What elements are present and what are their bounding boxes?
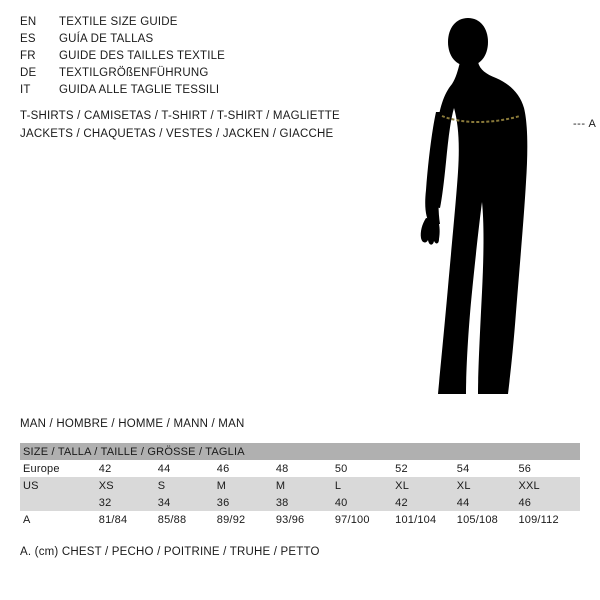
row-label: Europe: [20, 460, 99, 477]
table-cell: 38: [276, 494, 335, 511]
language-legend: [20, 16, 400, 101]
table-cell: 46: [518, 494, 580, 511]
table-cell: M: [276, 477, 335, 494]
legend-text: TEXTILE SIZE GUIDE: [59, 16, 178, 28]
table-header-label: SIZE / TALLA / TAILLE / GRÖSSE / TAGLIA: [20, 443, 580, 460]
table-cell: 54: [457, 460, 519, 477]
table-cell: 109/112: [518, 511, 580, 528]
legend-text: TEXTILGRÖßENFÜHRUNG: [59, 67, 209, 79]
table-cell: 52: [395, 460, 457, 477]
legend-row: [20, 33, 400, 50]
footnote-chest-measure: A. (cm) CHEST / PECHO / POITRINE / TRUHE / PETTO: [20, 546, 320, 558]
table-cell: 81/84: [99, 511, 158, 528]
table-cell: 56: [518, 460, 580, 477]
table-cell: 40: [335, 494, 395, 511]
table-cell: 50: [335, 460, 395, 477]
table-cell: 48: [276, 460, 335, 477]
row-label: A: [20, 511, 99, 528]
table-cell: M: [217, 477, 276, 494]
table-cell: 85/88: [158, 511, 217, 528]
table-cell: 89/92: [217, 511, 276, 528]
table-cell: 32: [99, 494, 158, 511]
legend-text: GUÍA DE TALLAS: [59, 33, 154, 45]
table-cell: XXL: [518, 477, 580, 494]
legend-code: ES: [20, 33, 36, 45]
garment-type-list: [20, 110, 420, 146]
row-label: US: [20, 477, 99, 494]
table-cell: 42: [99, 460, 158, 477]
legend-code: IT: [20, 84, 31, 96]
legend-text: GUIDE DES TAILLES TEXTILE: [59, 50, 226, 62]
legend-text: GUIDA ALLE TAGLIE TESSILI: [59, 84, 220, 96]
chest-measure-line-icon: [400, 12, 600, 402]
table-row: [20, 477, 580, 494]
legend-row: [20, 67, 400, 84]
legend-row: [20, 16, 400, 33]
table-cell: 44: [158, 460, 217, 477]
table-row: [20, 460, 580, 477]
measure-label-a: --- A: [573, 118, 597, 130]
table-cell: 93/96: [276, 511, 335, 528]
table-cell: 34: [158, 494, 217, 511]
legend-row: [20, 84, 400, 101]
table-cell: 101/104: [395, 511, 457, 528]
table-cell: 46: [217, 460, 276, 477]
row-label: [20, 494, 99, 511]
legend-code: EN: [20, 16, 37, 28]
table-cell: XS: [99, 477, 158, 494]
table-title-man: MAN / HOMBRE / HOMME / MANN / MAN: [20, 418, 245, 430]
legend-code: FR: [20, 50, 36, 62]
table-row: [20, 511, 580, 528]
table-cell: 97/100: [335, 511, 395, 528]
legend-row: [20, 50, 400, 67]
male-figure-illustration: [400, 12, 600, 402]
table-cell: L: [335, 477, 395, 494]
legend-code: DE: [20, 67, 37, 79]
table-cell: 42: [395, 494, 457, 511]
table-row: [20, 494, 580, 511]
table-cell: 36: [217, 494, 276, 511]
table-cell: 105/108: [457, 511, 519, 528]
garment-line-jackets: JACKETS / CHAQUETAS / VESTES / JACKEN / GIACCHE: [20, 128, 334, 140]
garment-line-tshirts: T-SHIRTS / CAMISETAS / T-SHIRT / T-SHIRT / MAGLIETTE: [20, 110, 340, 122]
size-table: [20, 443, 580, 528]
table-header-row: [20, 443, 580, 460]
table-cell: XL: [457, 477, 519, 494]
table-cell: 44: [457, 494, 519, 511]
table-cell: S: [158, 477, 217, 494]
table-cell: XL: [395, 477, 457, 494]
